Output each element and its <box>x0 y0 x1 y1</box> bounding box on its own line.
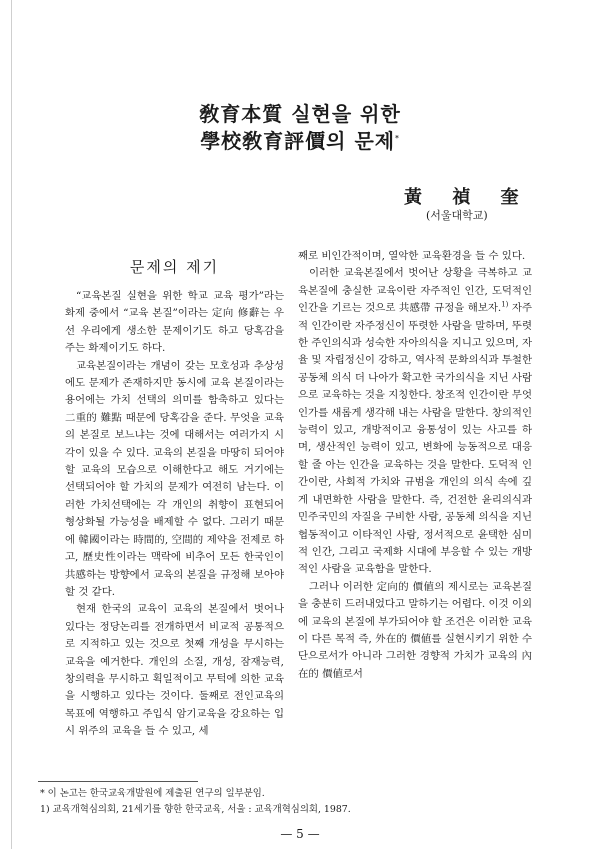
paragraph: 현재 한국의 교육이 교육의 본질에서 벗어나 있다는 정당논리를 전개하면서 비교적 공통적으로 지적하고 있는 것으로 첫째 개성을 무시하는 교육을 예거한다. 개인의 소질, 개성, 잠재능력, 창의력을 무시하고 획일적이고 무턱에 의한 교육을 시행하고 있다는 것이다. 둘째로 전인교육의 목표에 역행하고 주입식 암기교육을 강요하는 입시 위주의 교육을 들 수 있고, 세 <box>65 603 284 738</box>
paragraph: 그러나 이러한 定向的 價値의 제시로는 교육본질을 충분히 드러내었다고 말하기는 어렵다. 이것 이외에 교육의 본질에 부가되어야 할 조건은 이러한 교육이 다른 목적 즉, 外在的 價値를 실현시키기 위한 수단으로서가 아니라 그러한 경향적 가치가 교육의 內在的 價値로서 <box>298 580 532 680</box>
title-line-1: 敎育本質 실현을 위한 <box>199 102 401 126</box>
author-affiliation: (서울대학교) <box>426 209 488 222</box>
page-number: — 5 — <box>280 827 320 841</box>
footnote-ref: 1) <box>501 300 509 309</box>
left-column <box>65 288 284 741</box>
paragraph-text: 이러한 교육본질에서 벗어난 상황을 극복하고 교육본질에 충실한 교육이란 자주적인 인간, 도덕적인 인간을 기르는 것으로 共感帶 규정을 해보자. <box>298 267 532 315</box>
author-name: 黃 禎 奎 <box>404 187 531 208</box>
title-line-2-text: 學校敎育評價의 문제 <box>200 129 396 153</box>
right-column <box>298 248 532 683</box>
footnote: 1) 교육개혁심의회, 21세기를 향한 한국교육, 서울 : 교육개혁심의회, 1987. <box>40 804 351 815</box>
section-heading: 문제의 제기 <box>129 258 220 276</box>
footnote: * 이 논고는 한국교육개발원에 제출된 연구의 일부분임. <box>40 788 265 799</box>
footnote-rule <box>38 781 198 782</box>
paragraph: “교육본질 실현을 위한 학교 교육 평가”라는 화제 중에서 “교육 본질”이라는 定向 修辭는 우선 우리에게 생소한 문제이기도 하고 당혹감을 주는 화제이기도 하다. <box>65 290 284 355</box>
title-line-2 <box>0 128 600 154</box>
paragraph-text: 자주적 인간이란 자주정신이 뚜렷한 사람을 말하며, 뚜렷한 주인의식과 성숙한 자아의식을 지니고 있으며, 자율 및 자립정신이 강하고, 역사적 문화의식과 투철한 공동체 의식 더 나아가 확고한 국가의식을 지닌 사람으로 교육하는 것을 지칭한다. 창조적 인간이란 무엇인가를 새롭게 생각해 내는 사람을 말한다. 창의적인 능력이 있고, 개방적이고 융통성이 있는 사고를 하며, 생산적인 능력이 있고, 변화에 능동적으로 대응할 줄 아는 인간을 교육하는 것을 말한다. 도덕적 인간이란, 사회적 가치와 규범을 개인의 의식 속에 깊게 내면화한 사람을 말한다. 즉, 건전한 윤리의식과 민주국민의 자질을 구비한 사람, 공동체 의식을 지닌 협동적이고 이타적인 사람, 정서적으로 윤택한 심미적 인간, 그리고 국제화 시대에 부응할 수 있는 개방적인 사람을 교육함을 말한다. <box>298 302 532 576</box>
paragraph <box>298 265 532 578</box>
title-footnote-mark: * <box>395 133 400 143</box>
paragraph: 째로 비인간적이며, 열악한 교육환경을 들 수 있다. <box>298 250 526 262</box>
paragraph: 교육본질이라는 개념이 갖는 모호성과 추상성에도 문제가 존재하지만 동시에 교육 본질이라는 용어에는 가치 선택의 의미를 함축하고 있다는 二重的 難點 때문에 당혹감을 준다. 무엇을 교육의 본질로 보느냐는 것에 대해서는 여러가지 시각이 있을 수 있다. 교육의 본질을 마땅히 되어야 할 교육의 모습으로 이해한다고 해도 거기에는 선택되어야 할 가치의 문제가 여전히 남는다. 이러한 가치선택에는 각 개인의 취향이 표현되어 형상화될 가능성을 배제할 수 없다. 그러기 때문에 韓國이라는 時間的, 空間的 제약을 전제로 하고, 歷史性이라는 맥락에 비추어 모든 한국인이 共感하는 방향에서 교육의 본질을 규정해 보아야 할 것 같다. <box>65 359 284 598</box>
footnotes <box>40 786 560 818</box>
